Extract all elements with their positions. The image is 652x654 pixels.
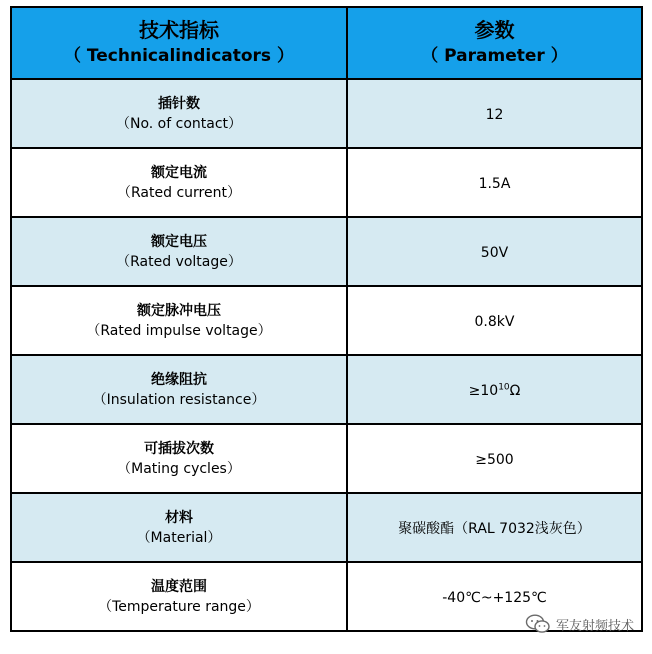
parameter-cell: [347, 286, 642, 355]
table-row: [11, 217, 642, 286]
watermark: [525, 614, 634, 634]
indicator-en: （Insulation resistance）: [92, 391, 266, 408]
parameter-cell: [347, 424, 642, 493]
parameter-cell: [347, 217, 642, 286]
indicator-cn: 绝缘阻抗: [151, 371, 207, 388]
parameter-cell: [347, 79, 642, 148]
header-parameter-cn: 参数: [474, 18, 515, 42]
parameter-value: ≥500: [475, 452, 514, 468]
parameter-value: 50V: [480, 245, 509, 261]
header-parameter-en: （ Parameter ）: [421, 46, 568, 66]
value-unit: Ω: [509, 383, 521, 399]
indicator-en: （Rated current）: [117, 184, 241, 201]
value-exponent: 10: [498, 382, 510, 393]
indicator-cn: 额定脉冲电压: [137, 302, 221, 319]
parameter-value: 1.5A: [478, 176, 511, 192]
watermark-text: 军友射频技术: [555, 618, 634, 634]
indicator-en: （Rated impulse voltage）: [86, 322, 272, 339]
parameter-value: 0.8kV: [474, 314, 515, 330]
spec-table: [10, 6, 643, 632]
table-row: [11, 493, 642, 562]
indicator-en: （No. of contact）: [115, 115, 243, 132]
parameter-value: 聚碳酸酯（RAL 7032浅灰色）: [398, 520, 591, 537]
header-indicators: [11, 7, 347, 79]
indicator-en: （Mating cycles）: [117, 460, 241, 477]
indicator-en: （Material）: [136, 529, 222, 546]
table-row: [11, 355, 642, 424]
indicator-cell: [11, 493, 347, 562]
indicator-cn: 额定电流: [151, 164, 207, 181]
indicator-cn: 温度范围: [151, 578, 207, 595]
indicator-cn: 插针数: [158, 95, 200, 112]
table-row: [11, 286, 642, 355]
table-row: [11, 79, 642, 148]
header-parameter: [347, 7, 642, 79]
table-row: [11, 424, 642, 493]
table-header-row: [11, 7, 642, 79]
indicator-cell: [11, 424, 347, 493]
indicator-cell: [11, 79, 347, 148]
value-prefix: ≥10: [468, 383, 499, 399]
table-row: [11, 148, 642, 217]
indicator-en: （Temperature range）: [98, 598, 260, 615]
indicator-cell: [11, 355, 347, 424]
wechat-icon: [525, 614, 551, 634]
indicator-en: （Rated voltage）: [116, 253, 242, 270]
parameter-value: 12: [485, 107, 504, 123]
indicator-cell: [11, 562, 347, 631]
indicator-cn: 可插拔次数: [144, 440, 214, 457]
indicator-cell: [11, 286, 347, 355]
header-indicators-cn: 技术指标: [139, 18, 219, 42]
indicator-cn: 材料: [165, 509, 193, 526]
parameter-cell: [347, 148, 642, 217]
parameter-cell: [347, 355, 642, 424]
parameter-value: -40℃~+125℃: [442, 590, 547, 606]
indicator-cell: [11, 217, 347, 286]
parameter-cell: [347, 493, 642, 562]
indicator-cn: 额定电压: [151, 233, 207, 250]
indicator-cell: [11, 148, 347, 217]
header-indicators-en: （ Technicalindicators ）: [64, 46, 294, 66]
parameter-value: [469, 383, 521, 399]
